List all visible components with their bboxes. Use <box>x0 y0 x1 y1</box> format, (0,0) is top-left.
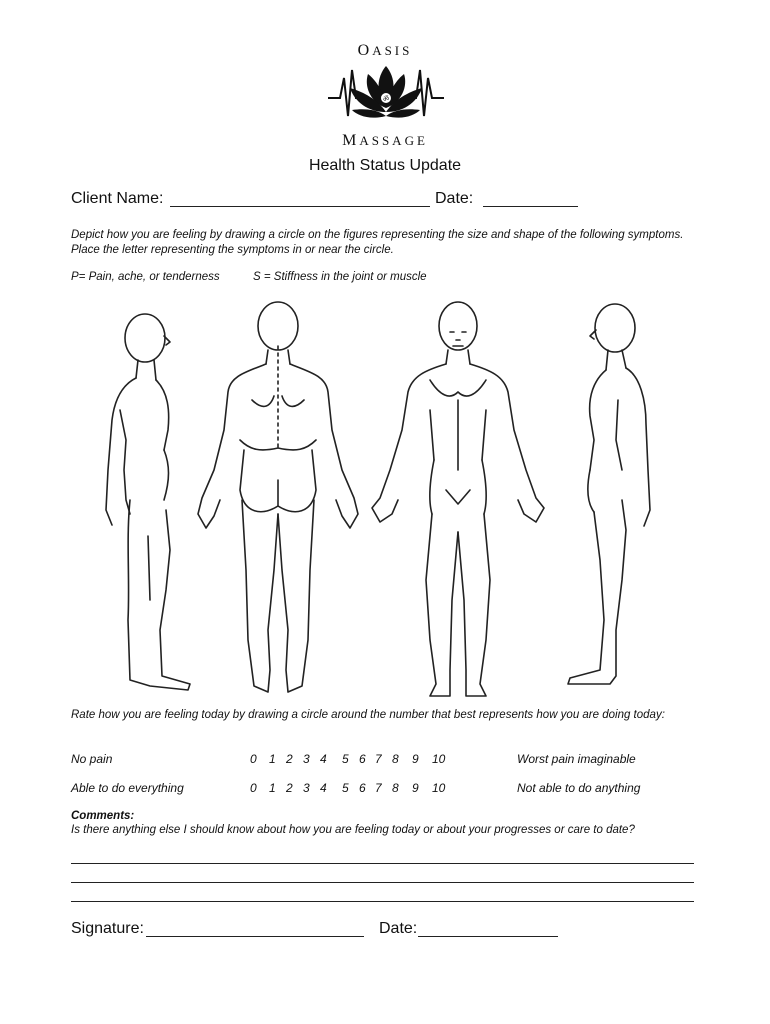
date-label: Date: <box>435 190 474 207</box>
scale-number[interactable]: 4 <box>320 781 327 795</box>
comments-prompt: Is there anything else I should know about how you are feeling today or about your progresses or care to date? <box>71 824 635 836</box>
comments-line-3[interactable] <box>71 901 694 902</box>
scale-number[interactable]: 9 <box>412 781 419 795</box>
lotus-heartbeat-logo-icon <box>326 60 446 132</box>
scale-number[interactable]: 1 <box>269 752 276 766</box>
scale-number[interactable]: 2 <box>286 752 293 766</box>
signature-label: Signature: <box>71 920 144 937</box>
side-view-figure-right[interactable] <box>568 304 650 684</box>
instructions-text: Depict how you are feeling by drawing a circle on the figures representing the size and shape of the following symptoms. Place the letter representing the symptoms in or near the circle. <box>71 229 684 256</box>
scale-2-right-label: Not able to do anything <box>517 781 641 795</box>
client-name-label: Client Name: <box>71 190 164 207</box>
scale-number[interactable]: 9 <box>412 752 419 766</box>
brand-name-top <box>0 42 770 60</box>
scale-2-left-label: Able to do everything <box>71 781 184 795</box>
scale-number[interactable]: 3 <box>303 752 310 766</box>
signature-date-field[interactable] <box>418 936 558 937</box>
scale-1-left-label: No pain <box>71 752 113 766</box>
scale-number[interactable]: 8 <box>392 781 399 795</box>
scale-number[interactable]: 6 <box>359 752 366 766</box>
brand-bottom-text: MASSAGE <box>342 132 428 149</box>
signature-date-label: Date: <box>379 920 418 937</box>
brand-top-text: OASIS <box>357 42 413 59</box>
client-name-field[interactable] <box>170 206 430 207</box>
scale-number[interactable]: 1 <box>269 781 276 795</box>
brand-name-bottom <box>0 132 770 150</box>
scale-number[interactable]: 10 <box>432 781 446 795</box>
back-view-figure[interactable] <box>198 302 358 692</box>
scale-number[interactable]: 2 <box>286 781 293 795</box>
scale-number[interactable]: 0 <box>250 752 257 766</box>
pain-scale-numbers[interactable] <box>250 752 452 766</box>
scale-1-right-label: Worst pain imaginable <box>517 752 636 766</box>
rate-prompt: Rate how you are feeling today by drawing a circle around the number that best represents how you are doing today: <box>71 709 665 721</box>
form-title: Health Status Update <box>308 157 462 174</box>
scale-number[interactable]: 7 <box>375 781 382 795</box>
date-field[interactable] <box>483 206 578 207</box>
scale-number[interactable]: 5 <box>342 781 349 795</box>
scale-number[interactable]: 5 <box>342 752 349 766</box>
svg-text:ॐ: ॐ <box>382 95 390 103</box>
scale-number[interactable]: 8 <box>392 752 399 766</box>
scale-number[interactable]: 7 <box>375 752 382 766</box>
scale-number[interactable]: 0 <box>250 781 257 795</box>
scale-number[interactable]: 4 <box>320 752 327 766</box>
signature-field[interactable] <box>146 936 364 937</box>
legend-stiffness: S = Stiffness in the joint or muscle <box>253 271 427 283</box>
scale-number[interactable]: 6 <box>359 781 366 795</box>
comments-line-1[interactable] <box>71 863 694 864</box>
front-view-figure[interactable] <box>372 302 544 696</box>
comments-heading: Comments: <box>71 810 135 822</box>
side-view-figure-left[interactable] <box>106 314 190 690</box>
body-outline-figures-icon[interactable] <box>90 300 680 700</box>
ability-scale-numbers[interactable] <box>250 781 452 795</box>
legend-pain: P= Pain, ache, or tenderness <box>71 271 220 283</box>
comments-line-2[interactable] <box>71 882 694 883</box>
scale-number[interactable]: 3 <box>303 781 310 795</box>
scale-number[interactable]: 10 <box>432 752 446 766</box>
